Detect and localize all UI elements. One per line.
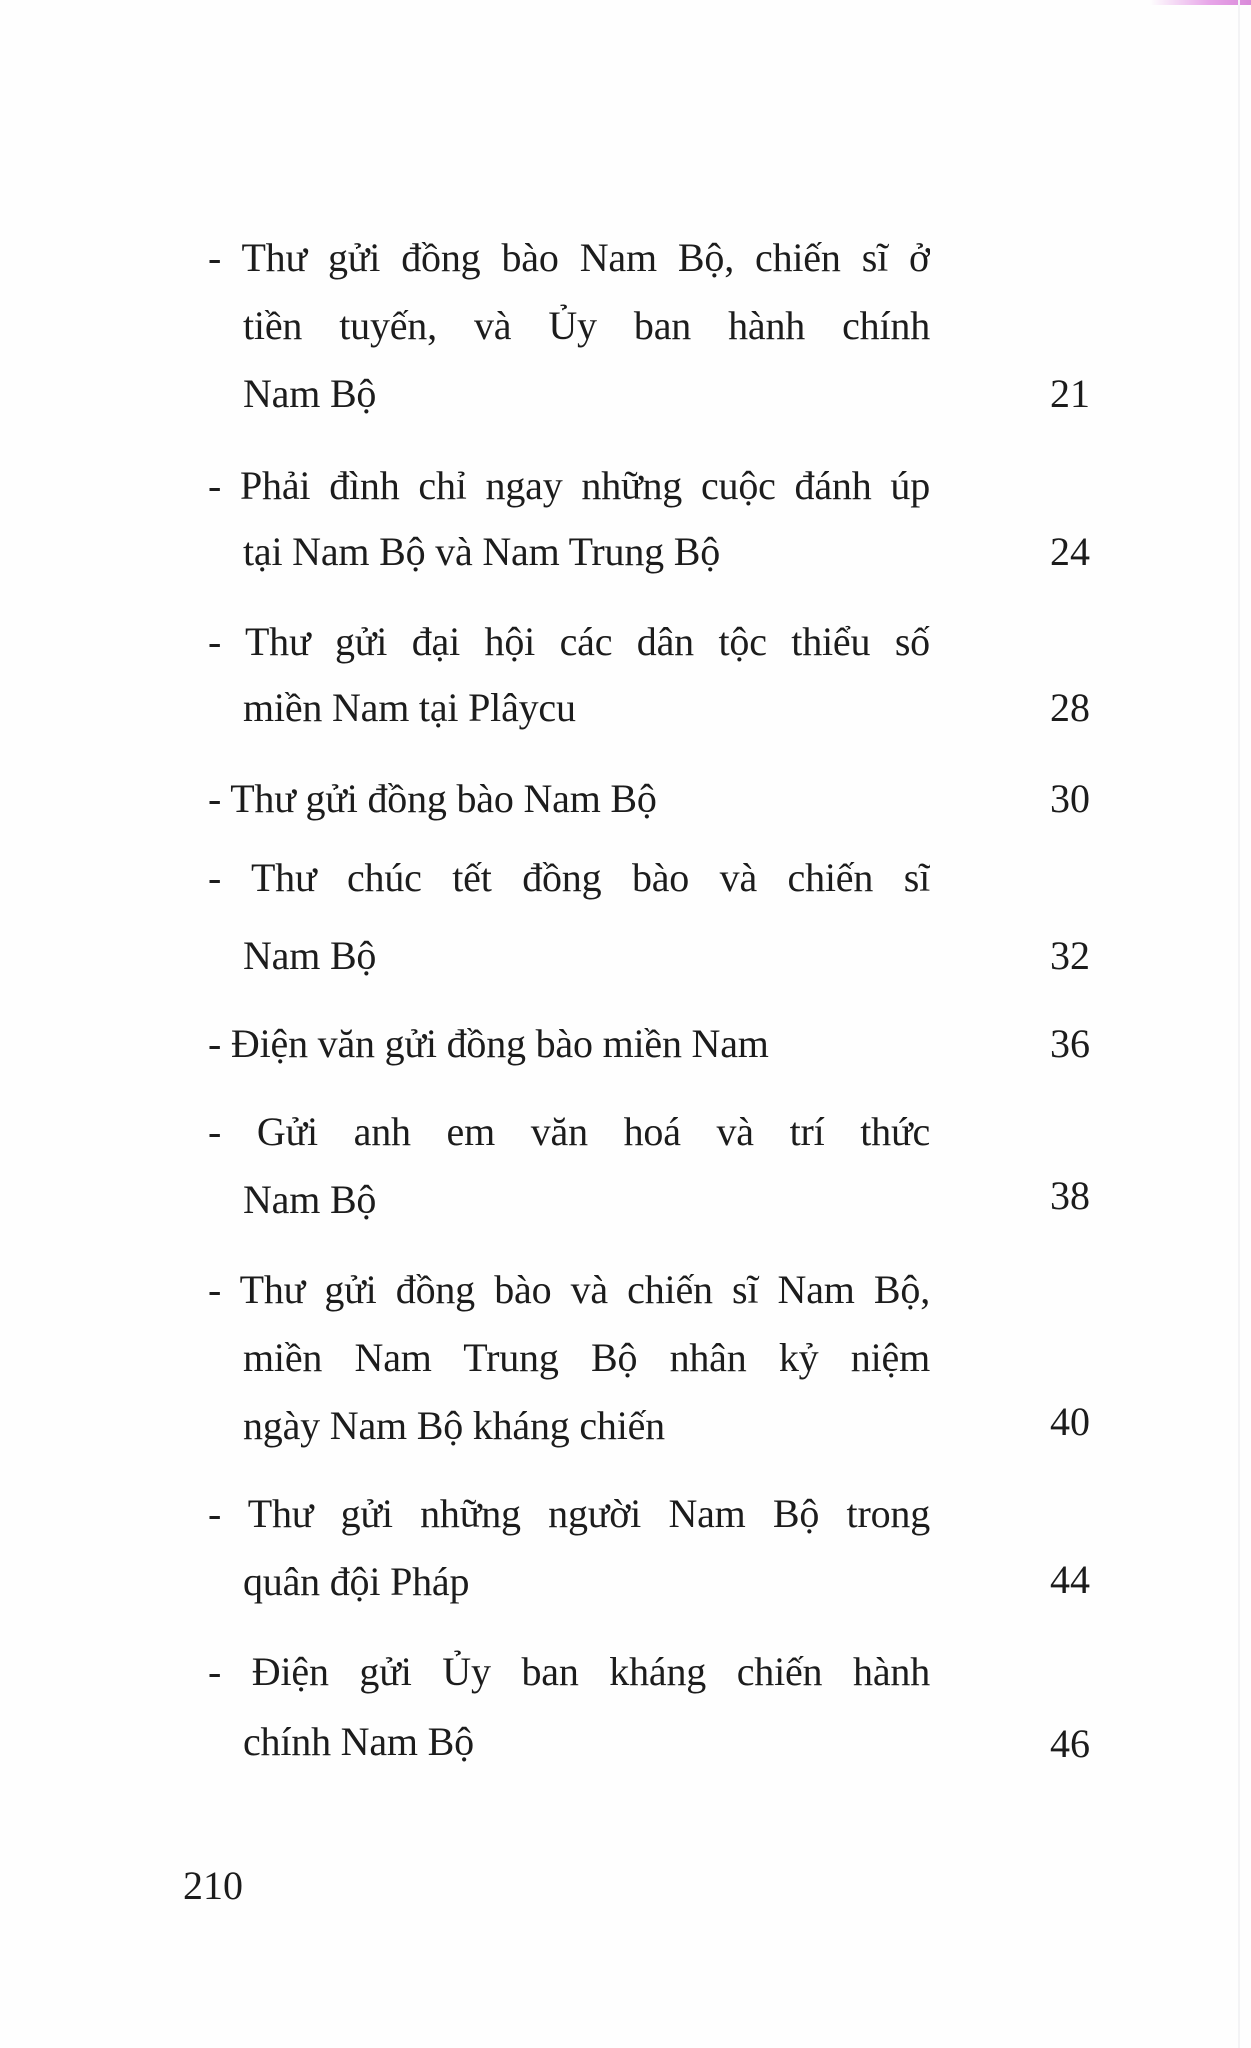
toc-entry-page-number: 30: [1050, 776, 1090, 821]
toc-entry-page-number: 40: [1050, 1399, 1090, 1444]
toc-entry-title-line: - Thư chúc tết đồng bào và chiến sĩ: [208, 855, 930, 900]
toc-entry-page-number: 46: [1050, 1721, 1090, 1766]
toc-entry-page-number: 21: [1050, 371, 1090, 416]
toc-entry-title-line: - Thư gửi đồng bào và chiến sĩ Nam Bộ,: [208, 1267, 930, 1312]
toc-entry-page-number: 36: [1050, 1021, 1090, 1066]
toc-entry-title-line: - Thư gửi đồng bào Nam Bộ: [208, 776, 657, 821]
toc-entry-title-line: - Thư gửi những người Nam Bộ trong: [208, 1491, 930, 1536]
toc-entry-title-line: - Thư gửi đồng bào Nam Bộ, chiến sĩ ở: [208, 235, 930, 280]
toc-entry-title-line: - Điện gửi Ủy ban kháng chiến hành: [208, 1649, 930, 1694]
toc-entry-page-number: 32: [1050, 933, 1090, 978]
toc-entry-page-number: 38: [1050, 1173, 1090, 1218]
toc-entry-title-line: Nam Bộ: [243, 933, 377, 978]
toc-entry-title-line: miền Nam Trung Bộ nhân kỷ niệm: [243, 1335, 930, 1380]
toc-entry-title-line: Nam Bộ: [243, 1177, 377, 1222]
page-folio-number: 210: [183, 1863, 243, 1908]
toc-entry-title-line: - Phải đình chỉ ngay những cuộc đánh úp: [208, 463, 930, 508]
toc-entry-title-line: - Điện văn gửi đồng bào miền Nam: [208, 1021, 769, 1066]
toc-entry-page-number: 24: [1050, 529, 1090, 574]
toc-entry-page-number: 28: [1050, 685, 1090, 730]
toc-entry-title-line: - Thư gửi đại hội các dân tộc thiểu số: [208, 619, 930, 664]
toc-entry-title-line: tại Nam Bộ và Nam Trung Bộ: [243, 529, 721, 574]
toc-entry-title-line: quân đội Pháp: [243, 1559, 470, 1604]
toc-entry-title-line: Nam Bộ: [243, 371, 377, 416]
toc-entry-title-line: ngày Nam Bộ kháng chiến: [243, 1403, 665, 1448]
toc-entry-title-line: miền Nam tại Plâycu: [243, 685, 576, 730]
toc-entry-page-number: 44: [1050, 1557, 1090, 1602]
toc-entry-title-line: tiền tuyến, và Ủy ban hành chính: [243, 303, 930, 348]
toc-entry-title-line: - Gửi anh em văn hoá và trí thức: [208, 1109, 930, 1154]
toc-entry-title-line: chính Nam Bộ: [243, 1719, 474, 1764]
